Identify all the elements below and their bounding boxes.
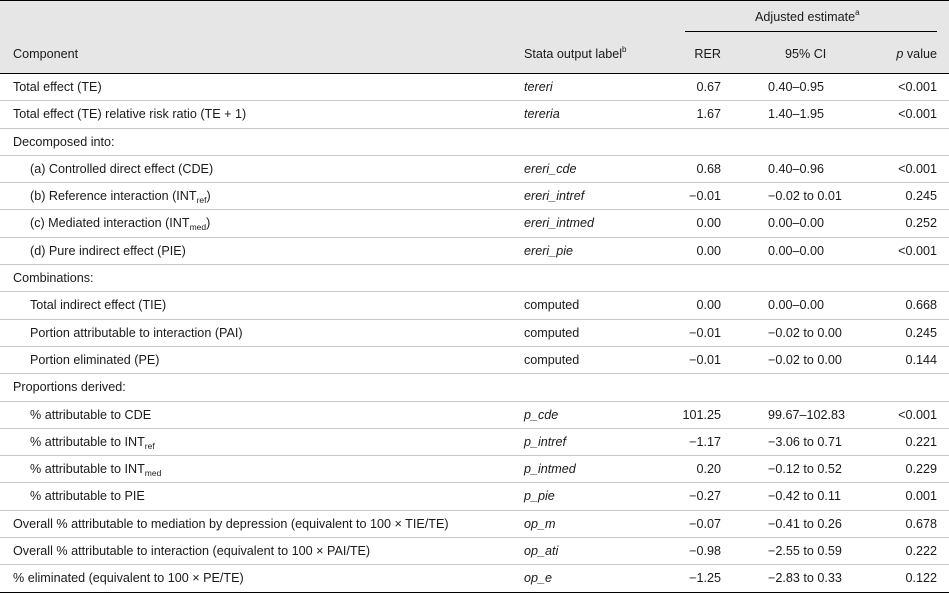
table-row bbox=[0, 456, 949, 483]
table-row bbox=[0, 347, 949, 374]
header-p-value: p value bbox=[896, 47, 937, 61]
p-value-cell: 0.222 bbox=[905, 544, 937, 559]
table-row bbox=[0, 320, 949, 347]
rer-cell: 0.68 bbox=[696, 161, 721, 176]
ci-cell: 0.00–0.00 bbox=[768, 243, 825, 258]
stata-label-cell: op_m bbox=[524, 516, 556, 531]
ci-cell: −3.06 to 0.71 bbox=[768, 434, 842, 449]
rer-cell: −1.17 bbox=[689, 434, 721, 449]
ci-cell: −0.02 to 0.00 bbox=[768, 352, 842, 367]
stata-label-cell: p_cde bbox=[524, 407, 559, 422]
table-row bbox=[0, 292, 949, 319]
ci-cell: −0.12 to 0.52 bbox=[768, 462, 842, 477]
table-header bbox=[0, 0, 949, 74]
ci-cell: 0.00–0.00 bbox=[768, 298, 825, 313]
component-cell: Proportions derived: bbox=[13, 380, 126, 395]
p-value-cell: 0.678 bbox=[905, 516, 937, 531]
header-stata-label: Stata output label$^b$ bbox=[524, 45, 627, 61]
ci-cell: 99.67–102.83 bbox=[768, 407, 846, 422]
ci-cell: −2.55 to 0.59 bbox=[768, 544, 842, 559]
rer-cell: 1.67 bbox=[696, 107, 721, 122]
component-cell: % attributable to PIE bbox=[30, 489, 145, 504]
table-row bbox=[0, 74, 949, 101]
p-value-cell: 0.122 bbox=[905, 571, 937, 586]
p-value-cell: <0.001 bbox=[898, 243, 937, 258]
table-row bbox=[0, 183, 949, 210]
stata-label-cell: op_ati bbox=[524, 544, 559, 559]
stata-label-cell: tereri bbox=[524, 80, 553, 94]
component-cell: (c) Mediated interaction $(INT_{med})$ bbox=[30, 216, 211, 233]
table-row bbox=[0, 402, 949, 429]
stata-label-cell: p_intmed bbox=[524, 462, 576, 477]
rer-cell: −0.27 bbox=[689, 489, 721, 504]
table-row bbox=[0, 374, 949, 401]
p-value-cell: 0.001 bbox=[905, 489, 937, 504]
table-body bbox=[0, 74, 949, 593]
rer-cell: 0.00 bbox=[696, 298, 721, 313]
rer-cell: 0.20 bbox=[696, 462, 721, 477]
p-value-cell: <0.001 bbox=[898, 407, 937, 422]
stata-label-cell: p_intref bbox=[524, 434, 567, 449]
p-value-cell: 0.245 bbox=[905, 325, 937, 340]
stata-label-cell: tereria bbox=[524, 107, 560, 122]
stata-label-cell: ereri_cde bbox=[524, 161, 577, 176]
rer-cell: −0.07 bbox=[689, 516, 721, 531]
stata-label-cell: computed bbox=[524, 325, 580, 340]
ci-cell: −0.02 to 0.01 bbox=[768, 189, 842, 204]
rer-cell: −0.01 bbox=[689, 325, 721, 340]
header-adjusted-estimate: Adjusted estimate$^a$ bbox=[755, 8, 860, 24]
component-cell: % attributable to CDE bbox=[30, 407, 152, 422]
component-cell: Decomposed into: bbox=[13, 134, 115, 149]
component-cell: Overall % attributable to mediation by depression (equivalent to 100 × TIE/TE) bbox=[13, 516, 449, 531]
rer-cell: −0.01 bbox=[689, 352, 721, 367]
rer-cell: −1.25 bbox=[689, 571, 721, 586]
rer-cell: 0.00 bbox=[696, 243, 721, 258]
stata-label-cell: computed bbox=[524, 352, 580, 367]
ci-cell: −0.42 to 0.11 bbox=[768, 489, 841, 504]
table-row bbox=[0, 565, 949, 592]
rer-cell: −0.98 bbox=[689, 544, 721, 559]
component-cell: % attributable to $INT_{ref}$ bbox=[30, 434, 155, 451]
table-row bbox=[0, 129, 949, 156]
stata-label-cell: computed bbox=[524, 298, 580, 313]
component-cell: Combinations: bbox=[13, 271, 94, 286]
rer-cell: −0.01 bbox=[689, 189, 721, 204]
ci-cell: −0.02 to 0.00 bbox=[768, 325, 842, 340]
table-row bbox=[0, 511, 949, 538]
p-value-cell: 0.229 bbox=[905, 462, 937, 477]
ci-cell: 0.40–0.95 bbox=[768, 80, 825, 94]
stata-label-cell: ereri_intmed bbox=[524, 216, 594, 231]
p-value-cell: 0.221 bbox=[905, 434, 937, 449]
table-row bbox=[0, 265, 949, 292]
p-value-cell: <0.001 bbox=[898, 80, 937, 94]
ci-cell: 1.40–1.95 bbox=[768, 107, 825, 122]
table-row bbox=[0, 210, 949, 237]
p-value-cell: 0.245 bbox=[905, 189, 937, 204]
rer-cell: 101.25 bbox=[682, 407, 721, 422]
header-component: Component bbox=[13, 47, 79, 61]
table-row bbox=[0, 238, 949, 265]
component-cell: (b) Reference interaction $(INT_{ref})$ bbox=[30, 189, 211, 206]
header-rer: RER bbox=[694, 47, 721, 61]
stata-label-cell: ereri_intref bbox=[524, 189, 585, 204]
p-value-cell: <0.001 bbox=[898, 107, 937, 122]
p-value-cell: 0.252 bbox=[905, 216, 937, 231]
header-rule bbox=[685, 31, 937, 32]
ci-cell: 0.00–0.00 bbox=[768, 216, 825, 231]
component-cell: % eliminated (equivalent to 100 × PE/TE) bbox=[13, 571, 244, 586]
component-cell: Portion attributable to interaction (PAI) bbox=[30, 325, 243, 340]
component-cell: (d) Pure indirect effect (PIE) bbox=[30, 243, 186, 258]
component-cell: Portion eliminated (PE) bbox=[30, 352, 160, 367]
component-cell: Overall % attributable to interaction (equivalent to 100 × PAI/TE) bbox=[13, 544, 371, 559]
stata-label-cell: ereri_pie bbox=[524, 243, 574, 258]
rer-cell: 0.67 bbox=[696, 80, 721, 94]
stata-label-cell: p_pie bbox=[524, 489, 555, 504]
p-value-cell: 0.144 bbox=[905, 352, 937, 367]
table-row bbox=[0, 483, 949, 510]
ci-cell: −0.41 to 0.26 bbox=[768, 516, 842, 531]
p-value-cell: <0.001 bbox=[898, 161, 937, 176]
ci-cell: −2.83 to 0.33 bbox=[768, 571, 842, 586]
table-row bbox=[0, 101, 949, 128]
ci-cell: 0.40–0.96 bbox=[768, 161, 825, 176]
table-row bbox=[0, 538, 949, 565]
component-cell: (a) Controlled direct effect (CDE) bbox=[30, 161, 214, 176]
component-cell: % attributable to $INT_{med}$ bbox=[30, 462, 162, 479]
p-value-cell: 0.668 bbox=[905, 298, 937, 313]
stata-label-cell: op_e bbox=[524, 571, 553, 586]
table-row bbox=[0, 156, 949, 183]
table-row bbox=[0, 429, 949, 456]
header-ci: 95% CI bbox=[785, 47, 827, 61]
rer-cell: 0.00 bbox=[696, 216, 721, 231]
component-cell: Total effect (TE) relative risk ratio (TE + 1) bbox=[13, 107, 247, 122]
component-cell: Total indirect effect (TIE) bbox=[30, 298, 167, 313]
component-cell: Total effect (TE) bbox=[13, 80, 102, 94]
